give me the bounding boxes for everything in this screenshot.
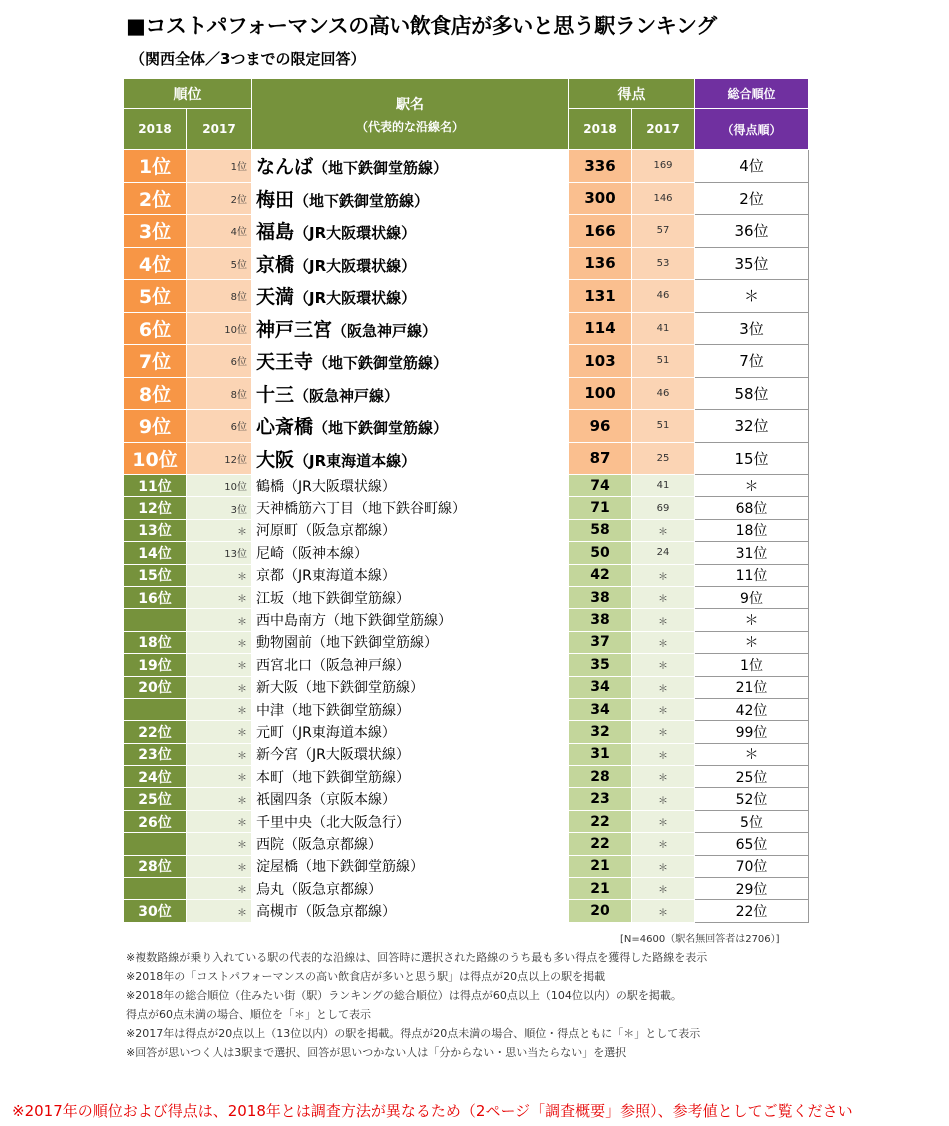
header-station-sub: （代表的な沿線名）: [355, 119, 464, 134]
station-name: 江坂: [256, 590, 284, 607]
warning-note: ※2017年の順位および得点は、2018年とは調査方法が異なるため（2ページ「調査概要」参照）、参考値としてご覧ください: [12, 1102, 853, 1120]
station-name: 福島: [256, 221, 295, 244]
score-2018-cell: 74: [569, 475, 632, 497]
score-2018-cell: 28: [569, 766, 632, 788]
station-line: （阪神本線）: [284, 545, 368, 562]
rank-2018-cell: [124, 609, 187, 631]
station-line: （阪急神戸線）: [332, 321, 438, 340]
table-row: [124, 878, 809, 900]
station-cell: [252, 442, 569, 475]
score-2018-cell: 87: [569, 442, 632, 475]
station-line: （JR大阪環状線）: [284, 478, 396, 495]
overall-rank-cell: 58位: [695, 377, 809, 410]
overall-rank-cell: 36位: [695, 215, 809, 248]
score-2017-cell: ＊: [632, 676, 695, 698]
station-cell: [252, 247, 569, 280]
rank-2017-cell: 3位: [187, 497, 252, 519]
score-2017-cell: ＊: [632, 788, 695, 810]
footnote: ※回答が思いつく人は3駅まで選択、回答が思いつかない人は「分からない・思い当たらない」を選択: [126, 1046, 627, 1059]
overall-rank-cell: 11位: [695, 564, 809, 586]
score-2017-cell: 53: [632, 247, 695, 280]
station-cell: [252, 743, 569, 765]
station-cell: [252, 698, 569, 720]
overall-rank-cell: 18位: [695, 519, 809, 541]
overall-rank-cell: 7位: [695, 345, 809, 378]
station-name: 天満: [256, 286, 295, 309]
score-2018-cell: 38: [569, 586, 632, 608]
station-cell: [252, 654, 569, 676]
footnote: ※2018年の「コストパフォーマンスの高い飲食店が多いと思う駅」は得点が20点以上の駅を掲載: [126, 970, 606, 983]
rank-2018-cell: 16位: [124, 586, 187, 608]
rank-2018-cell: 3位: [124, 215, 187, 248]
station-name: 京橋: [256, 253, 295, 276]
station-name: 西宮北口: [256, 657, 312, 674]
rank-2018-cell: 1位: [124, 150, 187, 183]
rank-2018-cell: 24位: [124, 766, 187, 788]
header-rank: 順位: [124, 79, 252, 109]
table-row: [124, 676, 809, 698]
score-2017-cell: ＊: [632, 855, 695, 877]
station-line: （地下鉄御堂筋線）: [284, 769, 410, 786]
score-2017-cell: ＊: [632, 654, 695, 676]
station-name: 千里中央: [256, 814, 312, 831]
footnote: ※2018年の総合順位（住みたい街（駅）ランキングの総合順位）は得点が60点以上（104位以内）の駅を掲載。: [126, 989, 682, 1002]
station-cell: [252, 586, 569, 608]
rank-2018-cell: 11位: [124, 475, 187, 497]
station-name: 河原町: [256, 523, 298, 540]
score-2017-cell: ＊: [632, 609, 695, 631]
score-2017-cell: ＊: [632, 519, 695, 541]
table-row: [124, 377, 809, 410]
table-row: [124, 833, 809, 855]
station-name: 天王寺: [256, 351, 314, 374]
rank-2017-cell: ＊: [187, 609, 252, 631]
overall-rank-cell: 99位: [695, 721, 809, 743]
station-line: （地下鉄谷町線）: [354, 501, 466, 518]
station-cell: [252, 609, 569, 631]
score-2018-cell: 42: [569, 564, 632, 586]
score-2017-cell: ＊: [632, 878, 695, 900]
score-2017-cell: 41: [632, 312, 695, 345]
overall-rank-cell: 42位: [695, 698, 809, 720]
rank-2018-cell: 25位: [124, 788, 187, 810]
station-cell: [252, 312, 569, 345]
score-2018-cell: 300: [569, 182, 632, 215]
station-name: 新大阪: [256, 680, 298, 697]
score-2018-cell: 103: [569, 345, 632, 378]
score-2018-cell: 22: [569, 833, 632, 855]
page-subtitle: （関西全体／3つまでの限定回答）: [130, 50, 366, 68]
station-cell: [252, 900, 569, 922]
overall-rank-cell: 2位: [695, 182, 809, 215]
rank-2017-cell: ＊: [187, 833, 252, 855]
score-2017-cell: 146: [632, 182, 695, 215]
header-station: [252, 79, 569, 150]
score-2017-cell: ＊: [632, 721, 695, 743]
station-line: （地下鉄御堂筋線）: [313, 354, 449, 373]
station-line: （阪急京都線）: [284, 836, 382, 853]
station-cell: [252, 410, 569, 443]
header-overall-sub: （得点順）: [695, 109, 809, 150]
rank-2017-cell: ＊: [187, 676, 252, 698]
page-title: ■コストパフォーマンスの高い飲食店が多いと思う駅ランキング: [126, 14, 717, 38]
overall-rank-cell: 3位: [695, 312, 809, 345]
score-2017-cell: ＊: [632, 631, 695, 653]
rank-2017-cell: 6位: [187, 345, 252, 378]
station-line: （地下鉄御堂筋線）: [294, 191, 430, 210]
overall-rank-cell: ＊: [695, 475, 809, 497]
station-name: 鶴橋: [256, 478, 284, 495]
station-cell: [252, 833, 569, 855]
table-row: [124, 810, 809, 832]
score-2018-cell: 21: [569, 878, 632, 900]
table-row: [124, 766, 809, 788]
header-score-2018: 2018: [569, 109, 632, 150]
overall-rank-cell: 31位: [695, 542, 809, 564]
rank-2018-cell: 22位: [124, 721, 187, 743]
overall-rank-cell: ＊: [695, 609, 809, 631]
rank-2017-cell: ＊: [187, 721, 252, 743]
overall-rank-cell: 70位: [695, 855, 809, 877]
rank-2018-cell: 2位: [124, 182, 187, 215]
station-name: なんば: [256, 156, 314, 179]
station-line: （JR大阪環状線）: [294, 289, 417, 308]
score-2018-cell: 96: [569, 410, 632, 443]
station-name: 淀屋橋: [256, 859, 298, 876]
station-line: （京阪本線）: [312, 792, 396, 809]
ranking-table: [123, 78, 809, 923]
station-line: （阪急神戸線）: [312, 657, 410, 674]
station-name: 動物園前: [256, 635, 312, 652]
rank-2018-cell: 23位: [124, 743, 187, 765]
rank-2018-cell: 5位: [124, 280, 187, 313]
score-2018-cell: 23: [569, 788, 632, 810]
score-2018-cell: 166: [569, 215, 632, 248]
overall-rank-cell: 21位: [695, 676, 809, 698]
station-name: 十三: [256, 383, 295, 406]
score-2017-cell: ＊: [632, 586, 695, 608]
table-row: [124, 215, 809, 248]
rank-2017-cell: 12位: [187, 442, 252, 475]
rank-2017-cell: ＊: [187, 810, 252, 832]
score-2017-cell: 41: [632, 475, 695, 497]
score-2018-cell: 38: [569, 609, 632, 631]
station-name: 西中島南方: [256, 613, 326, 630]
overall-rank-cell: 1位: [695, 654, 809, 676]
rank-2017-cell: ＊: [187, 631, 252, 653]
station-line: （JR大阪環状線）: [294, 224, 417, 243]
overall-rank-cell: 65位: [695, 833, 809, 855]
table-row: [124, 855, 809, 877]
header-station-label: 駅名: [396, 96, 424, 113]
score-2018-cell: 71: [569, 497, 632, 519]
station-cell: [252, 810, 569, 832]
score-2017-cell: ＊: [632, 833, 695, 855]
overall-rank-cell: 5位: [695, 810, 809, 832]
overall-rank-cell: ＊: [695, 631, 809, 653]
station-name: 尼崎: [256, 545, 284, 562]
station-name: 大阪: [256, 448, 295, 471]
score-2017-cell: 24: [632, 542, 695, 564]
score-2017-cell: 46: [632, 377, 695, 410]
rank-2017-cell: ＊: [187, 743, 252, 765]
rank-2017-cell: 10位: [187, 312, 252, 345]
station-line: （北大阪急行）: [312, 814, 410, 831]
rank-2018-cell: [124, 833, 187, 855]
rank-2017-cell: ＊: [187, 586, 252, 608]
station-cell: [252, 766, 569, 788]
score-2018-cell: 50: [569, 542, 632, 564]
rank-2018-cell: 13位: [124, 519, 187, 541]
rank-2018-cell: 14位: [124, 542, 187, 564]
station-line: （地下鉄御堂筋線）: [284, 590, 410, 607]
score-2018-cell: 136: [569, 247, 632, 280]
table-row: [124, 698, 809, 720]
score-2018-cell: 31: [569, 743, 632, 765]
rank-2018-cell: 30位: [124, 900, 187, 922]
score-2018-cell: 114: [569, 312, 632, 345]
header-overall: 総合順位: [695, 79, 809, 109]
station-cell: [252, 150, 569, 183]
table-row: [124, 475, 809, 497]
rank-2018-cell: 15位: [124, 564, 187, 586]
station-line: （JR東海道本線）: [284, 568, 396, 585]
score-2017-cell: 69: [632, 497, 695, 519]
station-name: 元町: [256, 724, 284, 741]
table-row: [124, 345, 809, 378]
table-row: [124, 150, 809, 183]
rank-2017-cell: 4位: [187, 215, 252, 248]
table-row: [124, 564, 809, 586]
footnotes: [126, 948, 707, 1062]
table-row: [124, 788, 809, 810]
station-cell: [252, 542, 569, 564]
station-line: （JR東海道本線）: [284, 724, 396, 741]
score-2018-cell: 336: [569, 150, 632, 183]
station-line: （JR東海道本線）: [294, 451, 417, 470]
rank-2017-cell: 10位: [187, 475, 252, 497]
rank-2018-cell: 19位: [124, 654, 187, 676]
overall-rank-cell: 22位: [695, 900, 809, 922]
station-line: （JR大阪環状線）: [294, 256, 417, 275]
score-2018-cell: 34: [569, 676, 632, 698]
score-2018-cell: 22: [569, 810, 632, 832]
score-2018-cell: 34: [569, 698, 632, 720]
station-line: （阪急神戸線）: [294, 386, 400, 405]
table-row: [124, 312, 809, 345]
header-score-2017: 2017: [632, 109, 695, 150]
rank-2018-cell: 8位: [124, 377, 187, 410]
rank-2017-cell: ＊: [187, 519, 252, 541]
rank-2017-cell: 5位: [187, 247, 252, 280]
rank-2017-cell: 8位: [187, 377, 252, 410]
rank-2018-cell: [124, 698, 187, 720]
rank-2018-cell: 12位: [124, 497, 187, 519]
table-row: [124, 609, 809, 631]
station-line: （地下鉄御堂筋線）: [312, 635, 438, 652]
station-cell: [252, 182, 569, 215]
overall-rank-cell: 68位: [695, 497, 809, 519]
station-cell: [252, 564, 569, 586]
station-line: （阪急京都線）: [298, 523, 396, 540]
table-row: [124, 247, 809, 280]
station-line: （地下鉄御堂筋線）: [298, 680, 424, 697]
rank-2018-cell: 10位: [124, 442, 187, 475]
station-name: 新今宮: [256, 747, 298, 764]
header-rank-2017: 2017: [187, 109, 252, 150]
rank-2017-cell: 8位: [187, 280, 252, 313]
station-line: （地下鉄御堂筋線）: [298, 859, 424, 876]
table-row: [124, 586, 809, 608]
station-line: （阪急京都線）: [284, 881, 382, 898]
overall-rank-cell: ＊: [695, 743, 809, 765]
rank-2017-cell: 2位: [187, 182, 252, 215]
score-2018-cell: 21: [569, 855, 632, 877]
score-2018-cell: 32: [569, 721, 632, 743]
station-name: 天神橋筋六丁目: [256, 501, 354, 518]
table-row: [124, 442, 809, 475]
station-name: 高槻市: [256, 904, 298, 921]
overall-rank-cell: 15位: [695, 442, 809, 475]
header-rank-2018: 2018: [124, 109, 187, 150]
score-2017-cell: ＊: [632, 743, 695, 765]
rank-2017-cell: ＊: [187, 564, 252, 586]
rank-2018-cell: 9位: [124, 410, 187, 443]
rank-2018-cell: [124, 878, 187, 900]
station-cell: [252, 721, 569, 743]
overall-rank-cell: 29位: [695, 878, 809, 900]
rank-2017-cell: ＊: [187, 788, 252, 810]
score-2017-cell: 51: [632, 345, 695, 378]
overall-rank-cell: ＊: [695, 280, 809, 313]
station-name: 本町: [256, 769, 284, 786]
table-row: [124, 519, 809, 541]
score-2017-cell: ＊: [632, 698, 695, 720]
score-2018-cell: 37: [569, 631, 632, 653]
score-2018-cell: 35: [569, 654, 632, 676]
rank-2018-cell: 28位: [124, 855, 187, 877]
score-2018-cell: 20: [569, 900, 632, 922]
score-2017-cell: 57: [632, 215, 695, 248]
score-2017-cell: 46: [632, 280, 695, 313]
score-2017-cell: ＊: [632, 766, 695, 788]
rank-2017-cell: ＊: [187, 900, 252, 922]
station-name: 西院: [256, 836, 284, 853]
score-2017-cell: ＊: [632, 900, 695, 922]
rank-2017-cell: ＊: [187, 654, 252, 676]
station-name: 京都: [256, 568, 284, 585]
station-cell: [252, 280, 569, 313]
station-cell: [252, 631, 569, 653]
score-2017-cell: ＊: [632, 810, 695, 832]
station-line: （JR大阪環状線）: [298, 747, 410, 764]
overall-rank-cell: 9位: [695, 586, 809, 608]
rank-2017-cell: 6位: [187, 410, 252, 443]
station-line: （地下鉄御堂筋線）: [313, 159, 449, 178]
station-cell: [252, 676, 569, 698]
score-2018-cell: 100: [569, 377, 632, 410]
station-cell: [252, 878, 569, 900]
station-name: 心斎橋: [256, 416, 314, 439]
overall-rank-cell: 25位: [695, 766, 809, 788]
footnote: ※2017年は得点が20点以上（13位以内）の駅を掲載。得点が20点未満の場合、順位・得点ともに「＊」として表示: [126, 1027, 701, 1040]
rank-2018-cell: 7位: [124, 345, 187, 378]
station-cell: [252, 345, 569, 378]
station-name: 烏丸: [256, 881, 284, 898]
station-line: （阪急京都線）: [298, 904, 396, 921]
station-cell: [252, 519, 569, 541]
table-row: [124, 410, 809, 443]
table-row: [124, 497, 809, 519]
station-name: 中津: [256, 702, 284, 719]
station-name: 祇園四条: [256, 792, 312, 809]
station-cell: [252, 497, 569, 519]
station-name: 梅田: [256, 188, 295, 211]
overall-rank-cell: 32位: [695, 410, 809, 443]
station-cell: [252, 377, 569, 410]
table-row: [124, 182, 809, 215]
station-line: （地下鉄御堂筋線）: [284, 702, 410, 719]
station-line: （地下鉄御堂筋線）: [326, 613, 452, 630]
score-2017-cell: 51: [632, 410, 695, 443]
table-row: [124, 631, 809, 653]
table-row: [124, 542, 809, 564]
score-2017-cell: 25: [632, 442, 695, 475]
score-2018-cell: 131: [569, 280, 632, 313]
sample-size-note: [N=4600（駅名無回答者は2706）]: [620, 934, 780, 945]
station-cell: [252, 475, 569, 497]
table-row: [124, 280, 809, 313]
score-2017-cell: 169: [632, 150, 695, 183]
rank-2018-cell: 20位: [124, 676, 187, 698]
rank-2017-cell: ＊: [187, 855, 252, 877]
table-row: [124, 900, 809, 922]
score-2017-cell: ＊: [632, 564, 695, 586]
header-score: 得点: [569, 79, 695, 109]
table-row: [124, 743, 809, 765]
rank-2018-cell: 26位: [124, 810, 187, 832]
rank-2017-cell: ＊: [187, 698, 252, 720]
table-row: [124, 654, 809, 676]
rank-2018-cell: 4位: [124, 247, 187, 280]
rank-2017-cell: 1位: [187, 150, 252, 183]
score-2018-cell: 58: [569, 519, 632, 541]
overall-rank-cell: 52位: [695, 788, 809, 810]
rank-2017-cell: ＊: [187, 878, 252, 900]
footnote: 得点が60点未満の場合、順位を「＊」として表示: [126, 1008, 371, 1021]
overall-rank-cell: 4位: [695, 150, 809, 183]
station-cell: [252, 788, 569, 810]
rank-2017-cell: 13位: [187, 542, 252, 564]
overall-rank-cell: 35位: [695, 247, 809, 280]
station-cell: [252, 215, 569, 248]
station-line: （地下鉄御堂筋線）: [313, 419, 449, 438]
station-name: 神戸三宮: [256, 318, 333, 341]
table-row: [124, 721, 809, 743]
rank-2018-cell: 18位: [124, 631, 187, 653]
footnote: ※複数路線が乗り入れている駅の代表的な沿線は、回答時に選択された路線のうち最も多い得点を獲得した路線を表示: [126, 951, 708, 964]
rank-2018-cell: 6位: [124, 312, 187, 345]
rank-2017-cell: ＊: [187, 766, 252, 788]
station-cell: [252, 855, 569, 877]
